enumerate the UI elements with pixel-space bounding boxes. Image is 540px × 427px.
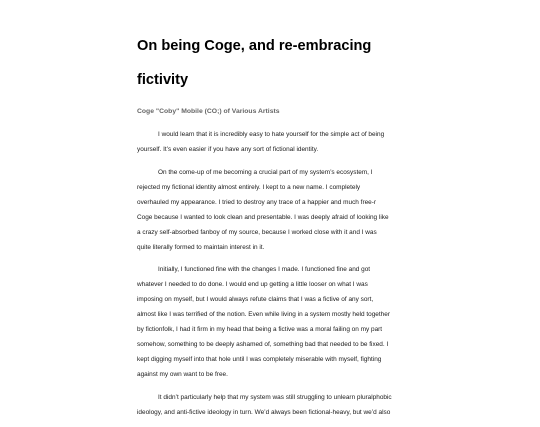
article-title-line: On being Coge, and re-embracing — [137, 38, 372, 54]
article-title — [137, 29, 410, 97]
paragraph — [137, 165, 410, 255]
paragraph-line: kept digging myself into that hole until I was completely miserable with myself, fighting — [137, 356, 382, 363]
paragraph-line: against my own want to be free. — [137, 371, 228, 378]
paragraph-line: quite literally formed to maintain interest in it. — [137, 243, 265, 251]
article-body — [137, 127, 410, 420]
paragraph-line: whatever I needed to do done. I would end up getting a little looser on what I was — [137, 281, 368, 288]
paragraph — [137, 390, 410, 420]
paragraph-line: somehow, something to be deeply ashamed of, something bad that needed to be fixed. I — [137, 341, 389, 348]
paragraph-line: by fictionfolk, I had it firm in my head that being a fictive was a moral failing on my part — [137, 326, 383, 333]
paragraph-line: imposing on myself, but I would always refute claims that I was a fictive of any sort, — [137, 296, 374, 303]
paragraph-line: On the come-up of me becoming a crucial part of my system’s ecosystem, I — [158, 168, 373, 176]
paragraph-line: Coge because I wanted to look clean and presentable. I was deeply afraid of looking like — [137, 213, 389, 221]
paragraph-line: I would learn that it is incredibly easy to hate yourself for the simple act of being — [158, 131, 385, 138]
article-title-line: fictivity — [137, 72, 189, 88]
paragraph-line: Initially, I functioned fine with the changes I made. I functioned fine and got — [158, 266, 371, 273]
paragraph — [137, 127, 410, 157]
paragraph-line: a crazy self-absorbed fanboy of my source, because I worked close with it and I was — [137, 228, 377, 236]
paragraph-line: ideology, and anti-fictive ideology in turn. We’d always been fictional-heavy, but we’d also — [137, 408, 391, 416]
article — [137, 29, 410, 427]
paragraph-line: almost like I was terrified of the notion. Even while living in a system mostly held together — [137, 311, 390, 318]
paragraph-line: It didn’t particularly help that my system was still struggling to unlearn pluralphobic — [158, 393, 392, 401]
paragraph-line: yourself. It’s even easier if you have any sort of fictional identity. — [137, 146, 319, 153]
paragraph-line: overhauled my appearance. I tried to destroy any trace of a happier and much free-r — [137, 198, 377, 206]
article-byline: Coge "Coby" Mobile (CO;) of Various Artists — [137, 108, 280, 115]
paragraph — [137, 262, 410, 382]
paragraph-line: rejected my fictional identity almost entirely. I kept to a new name. I completely — [137, 183, 361, 191]
